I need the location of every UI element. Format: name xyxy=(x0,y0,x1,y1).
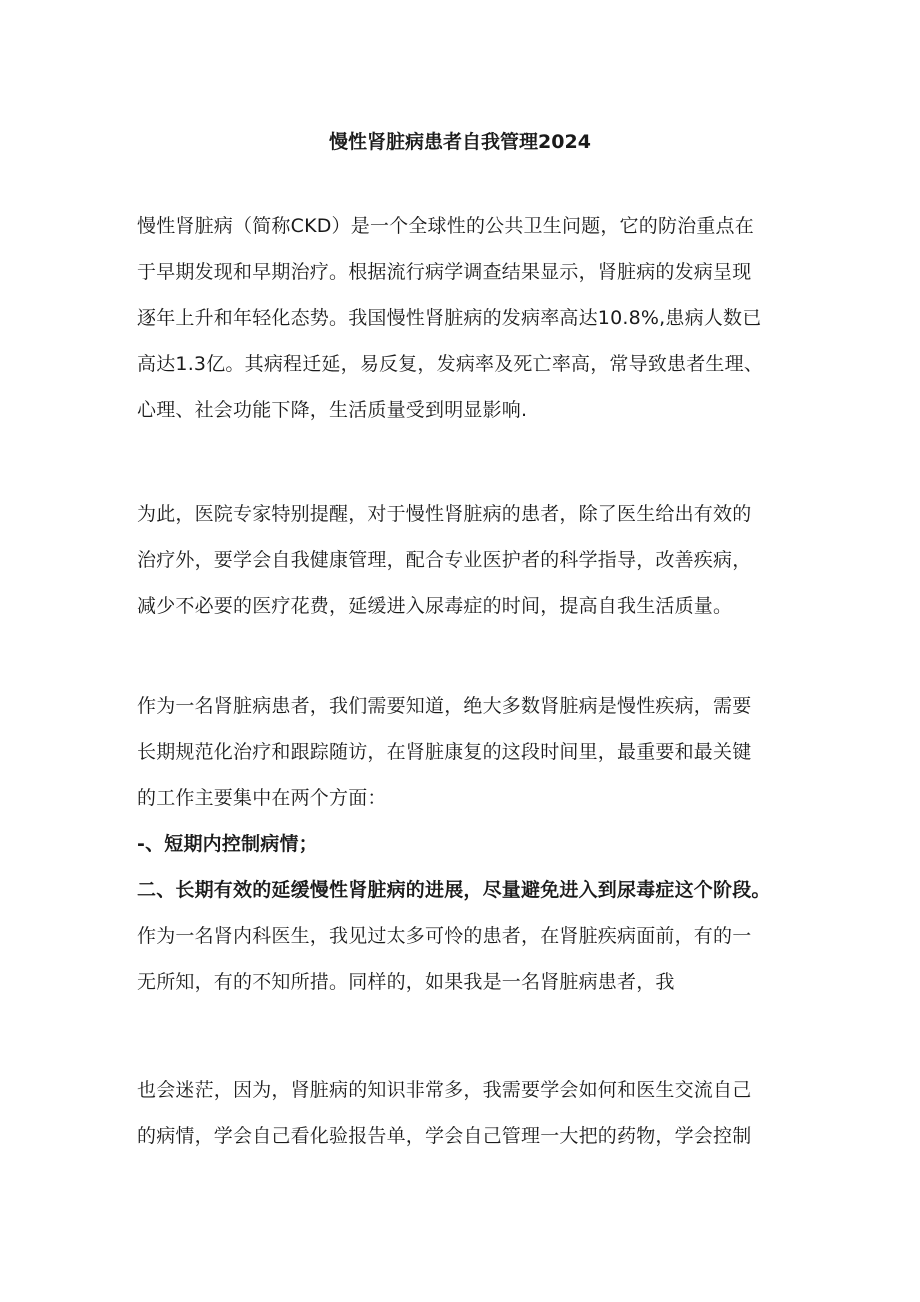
text-line: 为此，医院专家特别提醒，对于慢性肾脏病的患者，除了医生给出有效的 xyxy=(137,503,752,525)
document-title: 慢性肾脏病患者自我管理2024 xyxy=(329,131,591,153)
text-line: 于早期发现和早期治疗。根据流行病学调查结果显示，肾脏病的发病呈现 xyxy=(137,261,752,283)
text-line: 慢性肾脏病（简称CKD）是一个全球性的公共卫生问题，它的防治重点在 xyxy=(137,215,754,237)
text-line: 的病情，学会自己看化验报告单，学会自己管理一大把的药物，学会控制 xyxy=(137,1125,752,1147)
paragraph-ckd-intro xyxy=(137,203,792,433)
paragraph-expert-advice xyxy=(137,491,792,629)
text-line: 治疗外，要学会自我健康管理，配合专业医护者的科学指导，改善疾病， xyxy=(137,549,752,571)
paragraph-patient-needs xyxy=(137,683,792,1005)
text-line: 无所知，有的不知所措。同样的，如果我是一名肾脏病患者，我 xyxy=(137,971,675,993)
text-line: 也会迷茫，因为，肾脏病的知识非常多，我需要学会如何和医生交流自己 xyxy=(137,1079,752,1101)
text-line: 作为一名肾内科医生，我见过太多可怜的患者，在肾脏疾病面前，有的一 xyxy=(137,925,752,947)
text-line: 心理、社会功能下降，生活质量受到明显影响. xyxy=(137,399,528,421)
point-short-term: -、短期内控制病情； xyxy=(137,833,318,855)
paragraph-continuation xyxy=(137,1067,792,1159)
text-line: 逐年上升和年轻化态势。我国慢性肾脏病的发病率高达10.8%,患病人数已 xyxy=(137,307,762,329)
text-line: 长期规范化治疗和跟踪随访，在肾脏康复的这段时间里，最重要和最关键 xyxy=(137,741,752,763)
text-line: 减少不必要的医疗花费，延缓进入尿毒症的时间，提高自我生活质量。 xyxy=(137,595,733,617)
point-long-term: 二、长期有效的延缓慢性肾脏病的进展，尽量避免进入到尿毒症这个阶段。 xyxy=(137,879,771,901)
text-line: 的工作主要集中在两个方面： xyxy=(137,787,387,809)
text-line: 高达1.3亿。其病程迁延，易反复，发病率及死亡率高，常导致患者生理、 xyxy=(137,353,764,375)
text-line: 作为一名肾脏病患者，我们需要知道，绝大多数肾脏病是慢性疾病，需要 xyxy=(137,695,752,717)
